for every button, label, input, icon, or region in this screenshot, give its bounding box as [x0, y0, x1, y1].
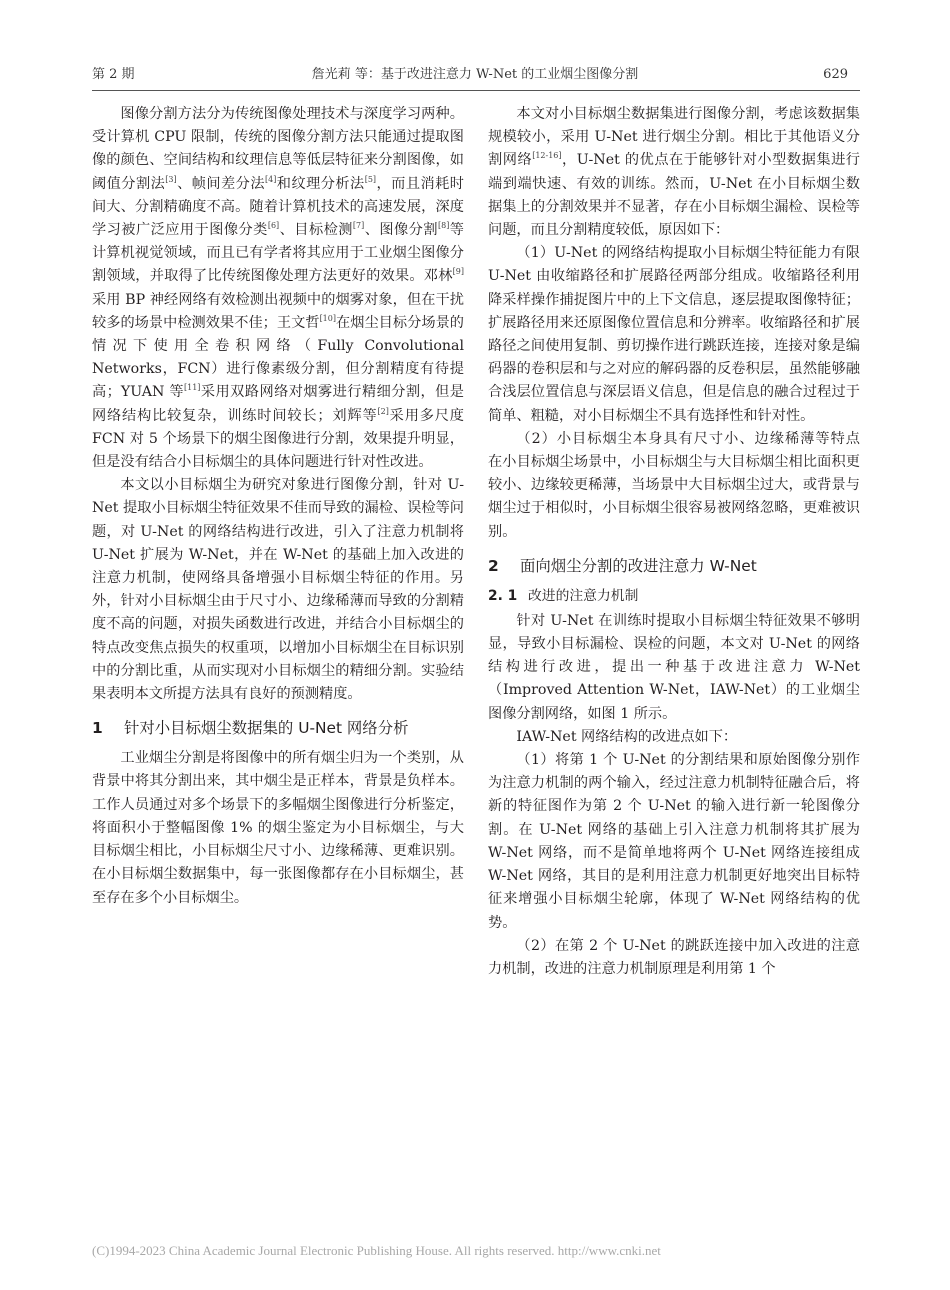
citation-ref: [5] — [364, 174, 377, 184]
text-run: 本文对小目标烟尘数据集进行图像分割，考虑该数据集规模较小，采用 U-Net 进行烟尘分割。相比于其他语义分割网络 — [488, 106, 860, 169]
text-run: 和纹理分析法 — [276, 175, 365, 192]
section-2-title: 面向烟尘分割的改进注意力 W-Net — [520, 556, 757, 575]
running-header-title: 詹光莉 等：基于改进注意力 W-Net 的工业烟尘图像分割 — [311, 67, 639, 82]
section-1-paragraph-2 — [488, 103, 860, 242]
section-2-1-paragraph-1: 针对 U-Net 在训练时提取小目标烟尘特征效果不够明显，导致小目标漏检、误检的问题，本文对 U-Net 的网络结构进行改进，提出一种基于改进注意力 W-Net（Improved Attention W-Net，IAW-Net）的工业烟尘图像分割网络，如图 1 所示。 — [488, 612, 860, 722]
citation-ref: [10] — [319, 313, 336, 323]
text-run: ，而且消耗时间大、分割精确度不高。随着计算机技术的高速发展，深度学习被广泛应用于图像分类 — [92, 175, 464, 239]
section-2-number: 2 — [488, 556, 499, 575]
section-1-reason-1: （1）U-Net 的网络结构提取小目标烟尘特征能力有限 U-Net 由收缩路径和扩展路径两部分组成。收缩路径利用降采样操作捕捉图片中的上下文信息，逐层提取图像特征；扩展路径用来还原图像位置信息和分辨率。收缩路径和扩展路径之间使用复制、剪切操作进行跳跃连接，连接对象是编码器的卷积层和与之对应的解码器的反卷积层，虽然能够融合浅层位置信息与深层语义信息，但是信息的融合过程过于简单、粗糙，对小目标烟尘不具有选择性和针对性。 — [488, 245, 875, 424]
text-run: 、目标检测 — [279, 222, 353, 239]
citation-ref: [3] — [165, 174, 177, 184]
section-1-title: 针对小目标烟尘数据集的 U-Net 网络分析 — [124, 719, 409, 738]
text-run: 采用 BP 神经网络有效检测出视频中的烟雾对象，但在干扰较多的场景中检测效果不佳；王文哲 — [92, 291, 464, 331]
subsection-2-1-heading — [488, 585, 860, 608]
subsection-2-1-title: 改进的注意力机制 — [528, 587, 639, 604]
citation-ref: [2] — [377, 406, 389, 416]
section-1-paragraph-1: 工业烟尘分割是将图像中的所有烟尘归为一个类别，从背景中将其分割出来，其中烟尘是正样本，背景是负样本。工作人员通过对多个场景下的多幅烟尘图像进行分析鉴定，将面积小于整幅图像 1% 的烟尘鉴定为小目标烟尘，与大目标烟尘相比，小目标烟尘尺寸小、边缘稀薄、更难识别。在小目标烟尘数据集中，每一张图像都存在小目标烟尘，甚至存在多个小目标烟尘。 — [92, 750, 464, 906]
section-2-1-improvement-1: （1）将第 1 个 U-Net 的分割结果和原始图像分别作为注意力机制的两个输入，经过注意力机制特征融合后，将新的特征图作为第 2 个 U-Net 的输入进行新一轮图像分割。在 U-Net 网络的基础上引入注意力机制将其扩展为 W-Net 网络，而不是简单地将两个 U-Net 网络连接组成 W-Net 网络，其目的是利用注意力机制更好地突出目标特征来增强小目标烟尘轮廓，体现了 W-Net 网络结构的优势。 — [488, 752, 860, 931]
text-run: 等计算机视觉领域，而且已有学者将其应用于工业烟尘图像分割领域，并取得了比传统图像处理方法更好的效果。邓林 — [92, 222, 464, 285]
section-1-number: 1 — [92, 719, 103, 738]
section-2-1-paragraph-2: IAW-Net 网络结构的改进点如下： — [516, 728, 738, 745]
text-run: 采用双路网络对烟雾进行精细分割，但是网络结构比较复杂，训练时间较长；刘辉等 — [92, 384, 464, 424]
copyright-footer: (C)1994-2023 China Academic Journal Electronic Publishing House. All rights reserved. http://www.cnki.net — [92, 1243, 661, 1258]
left-column — [92, 103, 464, 910]
intro-paragraph-2: 本文以小目标烟尘为研究对象进行图像分割，针对 U-Net 提取小目标烟尘特征效果不佳而导致的漏检、误检等问题，对 U-Net 的网络结构进行改进，引入了注意力机制将 U-Net 扩展为 W-Net，并在 W-Net 的基础上加入改进的注意力机制，使网络具备增强小目标烟尘特征的作用。另外，针对小目标烟尘由于尺寸小、边缘稀薄而导致的分割精度不高的问题，对损失函数进行改进，并结合小目标烟尘的特点改变焦点损失的权重项，以增加小目标烟尘在目标识别中的分割比重，从而实现对小目标烟尘的精细分割。实验结果表明本文所提方法具有良好的预测精度。 — [92, 477, 464, 703]
intro-paragraph-1 — [92, 103, 464, 474]
section-1-heading — [92, 715, 464, 742]
header-rule — [92, 90, 860, 91]
citation-ref: [12-16] — [532, 151, 562, 161]
citation-ref: [7] — [352, 221, 365, 231]
right-column — [488, 103, 875, 981]
page-number: 629 — [823, 67, 848, 82]
running-header-issue: 第 2 期 — [92, 67, 135, 82]
citation-ref: [8] — [437, 221, 450, 231]
section-1-reason-2: （2）小目标烟尘本身具有尺寸小、边缘稀薄等特点 在小目标烟尘场景中，小目标烟尘与大目标烟尘相比面积更较小、边缘较更稀薄，当场景中大目标烟尘过大，或背景与烟尘过于相似时，小目标烟尘很容易被网络忽略，更难被识别。 — [488, 430, 875, 540]
text-run: 、帧间差分法 — [176, 175, 265, 192]
subsection-2-1-number: 2. 1 — [488, 587, 518, 604]
text-run: 在烟尘目标分场景的情况下使用全卷积网络（Fully Convolutional Networks，FCN）进行像素级分割，但分割精度有待提高；YUAN 等 — [92, 314, 464, 401]
text-run: 采用多尺度 FCN 对 5 个场景下的烟尘图像进行分割，效果提升明显，但是没有结合小目标烟尘的具体问题进行针对性改进。 — [92, 407, 464, 471]
section-2-heading — [488, 553, 860, 580]
citation-ref: [6] — [267, 221, 280, 231]
citation-ref: [4] — [264, 174, 277, 184]
section-2-1-improvement-2: （2）在第 2 个 U-Net 的跳跃连接中加入改进的注意力机制，改进的注意力机制原理是利用第 1 个 — [488, 937, 860, 977]
text-run: ，U-Net 的优点在于能够针对小型数据集进行端到端快速、有效的训练。然而，U-Net 在小目标烟尘数据集上的分割效果并不显著，存在小目标烟尘漏检、误检等问题，而且分割精度较低，原因如下： — [488, 152, 860, 239]
text-run: 、图像分割 — [364, 222, 438, 239]
citation-ref: [11] — [184, 383, 201, 393]
text-run: 图像分割方法分为传统图像处理技术与深度学习两种。受计算机 CPU 限制，传统的图像分割方法只能通过提取图像的颜色、空间结构和纹理信息等低层特征来分割图像，如阈值分割法 — [92, 106, 464, 192]
citation-ref: [9] — [452, 267, 464, 277]
